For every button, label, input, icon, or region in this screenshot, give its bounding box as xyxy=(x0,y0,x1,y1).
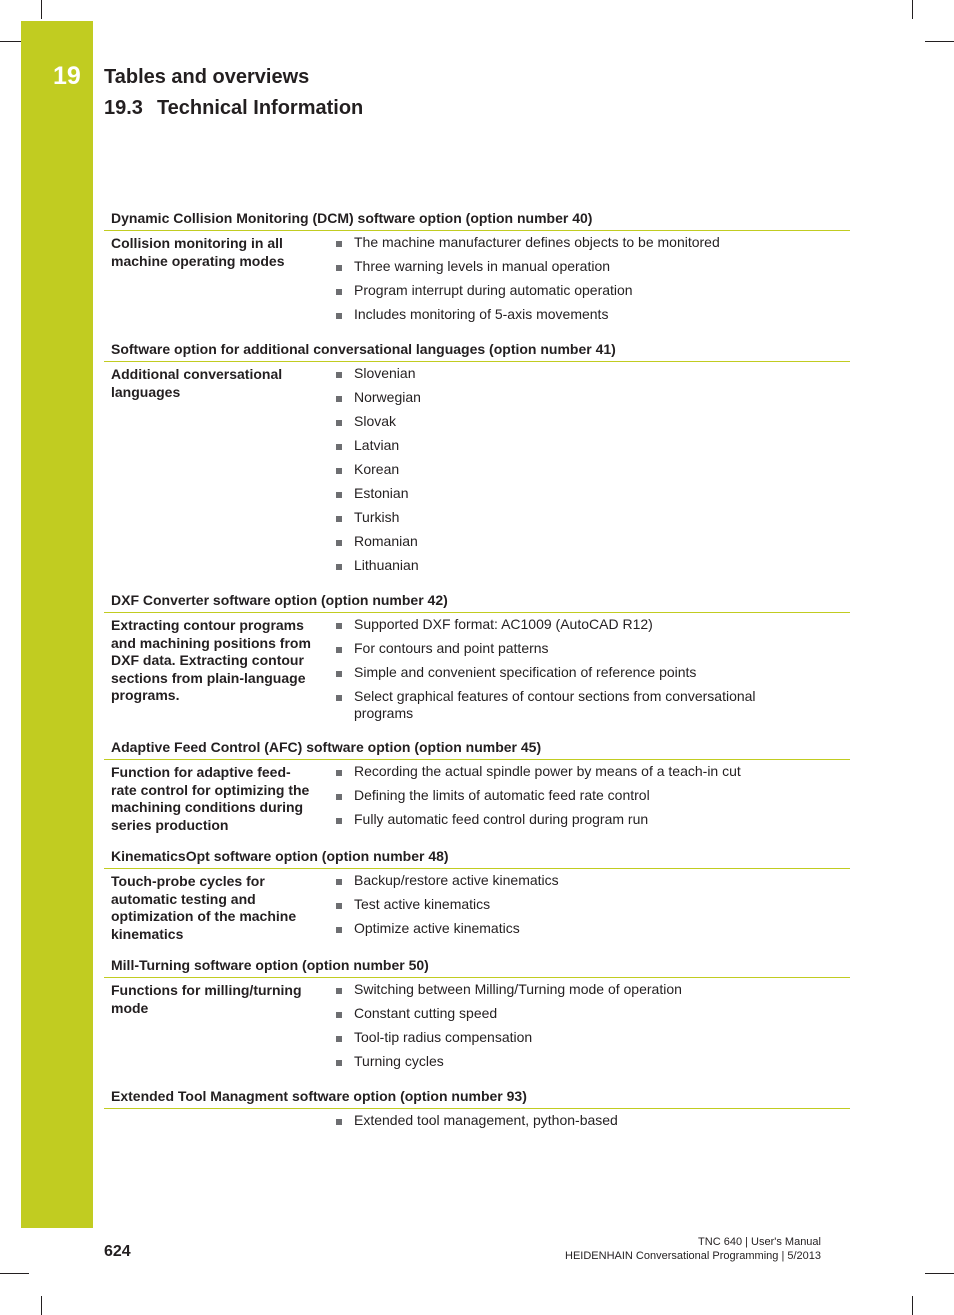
chapter-title: Tables and overviews xyxy=(104,66,310,88)
list-item-text: Latvian xyxy=(354,437,400,453)
list-item-text: Romanian xyxy=(354,533,418,549)
feature-list xyxy=(318,362,850,578)
option-title: DXF Converter software option (option number 42) xyxy=(104,589,850,613)
list-item xyxy=(318,784,850,808)
option-row xyxy=(104,869,850,943)
option-section xyxy=(104,736,850,834)
list-item-text: The machine manufacturer defines objects to be monitored xyxy=(354,234,720,250)
list-item xyxy=(318,613,850,637)
feature-label xyxy=(104,1109,318,1133)
option-row xyxy=(104,760,850,834)
crop-mark xyxy=(912,1296,913,1315)
square-bullet-icon xyxy=(336,695,342,701)
chapter-number: 19 xyxy=(53,62,81,90)
list-item xyxy=(318,303,850,327)
option-section xyxy=(104,1085,850,1133)
square-bullet-icon xyxy=(336,927,342,933)
list-item-text: Norwegian xyxy=(354,389,421,405)
feature-label: Collision monitoring in all machine operating modes xyxy=(111,235,285,269)
square-bullet-icon xyxy=(336,623,342,629)
list-item xyxy=(318,893,850,917)
option-title: Dynamic Collision Monitoring (DCM) software option (option number 40) xyxy=(104,207,850,231)
list-item-text: Constant cutting speed xyxy=(354,1005,498,1021)
footer-publication: HEIDENHAIN Conversational Programming | 5/2013 xyxy=(565,1250,821,1262)
square-bullet-icon xyxy=(336,903,342,909)
list-item xyxy=(318,231,850,255)
list-item-text: Korean xyxy=(354,461,400,477)
square-bullet-icon xyxy=(336,540,342,546)
list-item xyxy=(318,869,850,893)
list-item xyxy=(318,255,850,279)
list-item-text: Slovenian xyxy=(354,365,416,381)
page-number: 624 xyxy=(104,1243,131,1260)
list-item-text: Recording the actual spindle power by means of a teach-in cut xyxy=(354,763,741,779)
list-item xyxy=(318,1109,850,1133)
list-item xyxy=(318,458,850,482)
square-bullet-icon xyxy=(336,1119,342,1125)
section-heading xyxy=(104,97,363,120)
list-item xyxy=(318,978,850,1002)
list-item xyxy=(318,1050,850,1074)
option-row xyxy=(104,1109,850,1133)
list-item-text: Fully automatic feed control during program run xyxy=(354,811,649,827)
section-title: Technical Information xyxy=(156,97,364,119)
option-section xyxy=(104,338,850,578)
list-item-text: Includes monitoring of 5-axis movements xyxy=(354,306,609,322)
list-item xyxy=(318,530,850,554)
square-bullet-icon xyxy=(336,671,342,677)
feature-list xyxy=(318,613,850,725)
crop-mark xyxy=(41,0,42,19)
square-bullet-icon xyxy=(336,265,342,271)
list-item xyxy=(318,482,850,506)
feature-label: Functions for milling/turning mode xyxy=(111,982,302,1016)
square-bullet-icon xyxy=(336,241,342,247)
list-item xyxy=(318,362,850,386)
square-bullet-icon xyxy=(336,492,342,498)
options-table xyxy=(104,207,850,1144)
crop-mark xyxy=(41,1296,42,1315)
option-title: Extended Tool Managment software option (option number 93) xyxy=(104,1085,850,1109)
list-item xyxy=(318,410,850,434)
crop-mark xyxy=(912,0,913,19)
square-bullet-icon xyxy=(336,396,342,402)
feature-label: Additional conversational languages xyxy=(111,366,283,400)
option-section xyxy=(104,589,850,725)
option-row xyxy=(104,362,850,578)
feature-list xyxy=(318,869,850,943)
list-item-text: Estonian xyxy=(354,485,409,501)
list-item xyxy=(318,279,850,303)
list-item-text: Defining the limits of automatic feed rate control xyxy=(354,787,650,803)
list-item-text: Select graphical features of contour sections from conversational programs xyxy=(354,688,756,721)
square-bullet-icon xyxy=(336,444,342,450)
list-item-text: Tool-tip radius compensation xyxy=(354,1029,533,1045)
list-item xyxy=(318,661,850,685)
list-item xyxy=(318,808,850,832)
feature-list xyxy=(318,1109,850,1133)
list-item xyxy=(318,554,850,578)
option-section xyxy=(104,845,850,943)
list-item-text: Lithuanian xyxy=(354,557,419,573)
list-item-text: Test active kinematics xyxy=(354,896,491,912)
feature-label: Extracting contour programs and machining positions from DXF data. Extracting contour sections from plain-language programs. xyxy=(111,617,311,703)
crop-mark xyxy=(925,41,954,42)
square-bullet-icon xyxy=(336,1036,342,1042)
square-bullet-icon xyxy=(336,818,342,824)
feature-list xyxy=(318,760,850,834)
list-item xyxy=(318,637,850,661)
option-title: KinematicsOpt software option (option number 48) xyxy=(104,845,850,869)
list-item-text: Three warning levels in manual operation xyxy=(354,258,611,274)
footer-manual-title: TNC 640 | User's Manual xyxy=(698,1236,821,1248)
list-item-text: Backup/restore active kinematics xyxy=(354,872,559,888)
option-section xyxy=(104,207,850,327)
list-item xyxy=(318,760,850,784)
square-bullet-icon xyxy=(336,289,342,295)
list-item-text: For contours and point patterns xyxy=(354,640,549,656)
feature-list xyxy=(318,978,850,1074)
option-section xyxy=(104,954,850,1074)
square-bullet-icon xyxy=(336,468,342,474)
square-bullet-icon xyxy=(336,879,342,885)
list-item-text: Optimize active kinematics xyxy=(354,920,520,936)
square-bullet-icon xyxy=(336,420,342,426)
square-bullet-icon xyxy=(336,988,342,994)
square-bullet-icon xyxy=(336,770,342,776)
list-item xyxy=(318,917,850,941)
list-item-text: Switching between Milling/Turning mode of operation xyxy=(354,981,682,997)
list-item-text: Simple and convenient specification of reference points xyxy=(354,664,697,680)
square-bullet-icon xyxy=(336,1012,342,1018)
list-item-text: Supported DXF format: AC1009 (AutoCAD R12) xyxy=(354,616,653,632)
list-item-text: Slovak xyxy=(354,413,397,429)
list-item-text: Turkish xyxy=(354,509,400,525)
list-item-text: Turning cycles xyxy=(354,1053,444,1069)
square-bullet-icon xyxy=(336,794,342,800)
list-item-text: Program interrupt during automatic operation xyxy=(354,282,633,298)
square-bullet-icon xyxy=(336,1060,342,1066)
crop-mark xyxy=(925,1273,954,1274)
square-bullet-icon xyxy=(336,372,342,378)
feature-label: Function for adaptive feed-rate control for optimizing the machining conditions during series production xyxy=(111,764,310,833)
option-title: Software option for additional conversational languages (option number 41) xyxy=(104,338,850,362)
feature-list xyxy=(318,231,850,327)
square-bullet-icon xyxy=(336,647,342,653)
option-row xyxy=(104,978,850,1074)
option-row xyxy=(104,231,850,327)
list-item xyxy=(318,1026,850,1050)
square-bullet-icon xyxy=(336,313,342,319)
feature-label: Touch-probe cycles for automatic testing and optimization of the machine kinematics xyxy=(111,873,297,942)
crop-mark xyxy=(0,1273,29,1274)
list-item xyxy=(318,685,850,725)
option-title: Mill-Turning software option (option number 50) xyxy=(104,954,850,978)
list-item xyxy=(318,386,850,410)
option-row xyxy=(104,613,850,725)
list-item-text: Extended tool management, python-based xyxy=(354,1112,618,1128)
square-bullet-icon xyxy=(336,516,342,522)
list-item xyxy=(318,506,850,530)
option-title: Adaptive Feed Control (AFC) software option (option number 45) xyxy=(104,736,850,760)
list-item xyxy=(318,1002,850,1026)
list-item xyxy=(318,434,850,458)
chapter-sidebar xyxy=(21,21,93,1228)
square-bullet-icon xyxy=(336,564,342,570)
section-number: 19.3 xyxy=(104,97,143,119)
